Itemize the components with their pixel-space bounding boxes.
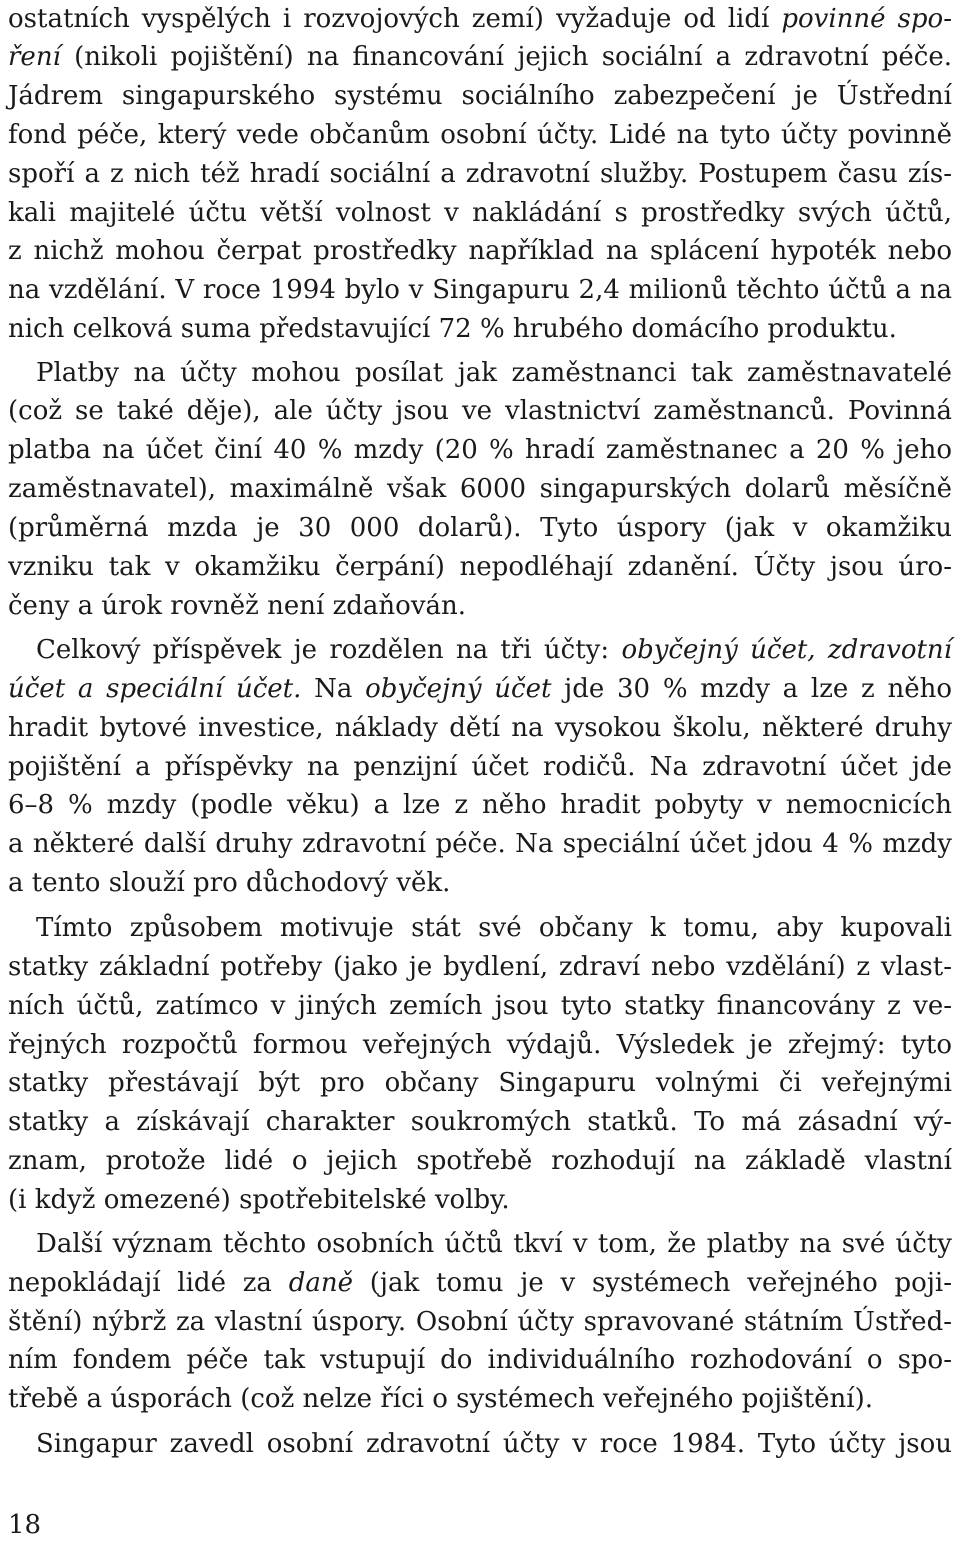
text-line [8,748,952,786]
text-segment: nich celková suma představující 72 % hrubého domácího produktu. [8,314,897,344]
text-segment: statky a získávají charakter soukromých statků. To má zásadní vý- [8,1107,952,1137]
text-segment: nepokládají lidé za [8,1268,289,1298]
text-line [8,709,952,747]
text-line [8,155,952,193]
text-line [8,987,952,1025]
text-segment: třebě a úsporách (což nelze říci o systémech veřejného pojištění). [8,1384,874,1414]
text-segment: platba na účet činí 40 % mzdy (20 % hradí zaměstnanec a 20 % jeho [8,435,952,465]
text-segment: (i když omezené) spotřebitelské volby. [8,1185,510,1215]
text-segment: ních účtů, zatímco v jiných zemích jsou tyto statky financovány z ve- [8,991,952,1021]
text-segment: Tímto způsobem motivuje stát své občany k tomu, aby kupovali [36,913,952,943]
text-segment: a některé další druhy zdravotní péče. Na speciální účet jdou 4 % mzdy [8,829,952,859]
text-line [8,1142,952,1180]
italic-term: účet a speciální účet. [8,674,302,704]
text-line [8,509,952,547]
text-segment: štění) nýbrž za vlastní úspory. Osobní účty spravované státním Ústřed- [8,1307,952,1337]
text-line [8,1064,952,1102]
italic-term: obyčejný účet [365,674,552,704]
text-line [8,1264,952,1302]
text-segment: kali majitelé účtu větší volnost v nakládání s prostředky svých účtů, [8,198,952,228]
text-segment: fond péče, který vede občanům osobní účty. Lidé na tyto účty povinně [8,120,952,150]
text-segment: vzniku tak v okamžiku čerpání) nepodléhají zdanění. Účty jsou úro- [8,552,952,582]
text-line [8,392,952,430]
text-line [8,116,952,154]
text-line [8,948,952,986]
text-line [8,786,952,824]
text-line [8,38,952,76]
text-segment: a tento slouží pro důchodový věk. [8,868,451,898]
text-segment: čeny a úrok rovněž není zdaňován. [8,591,467,621]
text-line [36,1425,952,1463]
text-line [36,909,952,947]
text-line [8,431,952,469]
text-segment: statky základní potřeby (jako je bydlení, zdraví nebo vzdělání) z vlast- [8,952,952,982]
text-line [8,1181,952,1219]
text-segment: zaměstnavatel), maximálně však 6000 singapurských dolarů měsíčně [8,474,952,504]
text-line [8,0,952,38]
text-line [8,1380,952,1418]
text-segment: 6–8 % mzdy (podle věku) a lze z něho hradit pobyty v nemocnicích [8,790,952,820]
italic-term: obyčejný účet, zdravotní [621,635,952,665]
text-segment: hradit bytové investice, náklady dětí na vysokou školu, některé druhy [8,713,952,743]
text-line [8,548,952,586]
text-line [8,1103,952,1141]
text-segment: pojištění a příspěvky na penzijní účet rodičů. Na zdravotní účet jde [8,752,952,782]
text-segment: Singapur zavedl osobní zdravotní účty v roce 1984. Tyto účty jsou [36,1429,952,1459]
text-segment: statky přestávají být pro občany Singapuru volnými či veřejnými [8,1068,952,1098]
text-segment: (průměrná mzda je 30 000 dolarů). Tyto úspory (jak v okamžiku [8,513,952,543]
page-number: 18 [8,1510,42,1540]
italic-term: ření [8,42,61,72]
text-segment: spoří a z nich též hradí sociální a zdravotní služby. Postupem času zís- [8,159,952,189]
text-line [8,77,952,115]
text-segment: z nichž mohou čerpat prostředky například na splácení hypoték nebo [8,236,952,266]
text-line [8,587,952,625]
text-segment: Platby na účty mohou posílat jak zaměstnanci tak zaměstnavatelé [36,358,952,388]
text-line [8,1303,952,1341]
text-line [8,1026,952,1064]
text-line [8,310,952,348]
text-line [8,670,952,708]
text-line [8,825,952,863]
text-line [8,470,952,508]
text-line [8,271,952,309]
text-segment: znam, protože lidé o jejich spotřebě rozhodují na základě vlastní [8,1146,952,1176]
text-line [36,631,952,669]
text-line [8,864,952,902]
text-segment: (nikoli pojištění) na financování jejich sociální a zdravotní péče. [60,42,952,72]
text-segment: Celkový příspěvek je rozdělen na tři účty: [36,635,622,665]
text-segment: Další význam těchto osobních účtů tkví v tom, že platby na své účty [36,1229,952,1259]
text-segment: ním fondem péče tak vstupují do individuálního rozhodování o spo- [8,1345,952,1375]
text-line [8,232,952,270]
italic-term: povinné spo- [781,4,952,34]
text-segment: (jak tomu je v systémech veřejného poji- [352,1268,952,1298]
text-line [8,194,952,232]
text-segment: Na [301,674,366,704]
italic-term: daně [288,1268,353,1298]
text-segment: ostatních vyspělých i rozvojových zemí) vyžaduje od lidí [8,4,782,34]
text-segment: jde 30 % mzdy a lze z něho [551,674,953,704]
text-segment: (což se také děje), ale účty jsou ve vlastnictví zaměstnanců. Povinná [8,396,952,426]
text-line [8,1341,952,1379]
text-segment: na vzdělání. V roce 1994 bylo v Singapuru 2,4 milionů těchto účtů a na [8,275,952,305]
text-segment: Jádrem singapurského systému sociálního zabezpečení je Ústřední [8,81,952,111]
text-line [36,354,952,392]
text-line [36,1225,952,1263]
text-segment: řejných rozpočtů formou veřejných výdajů. Výsledek je zřejmý: tyto [8,1030,952,1060]
